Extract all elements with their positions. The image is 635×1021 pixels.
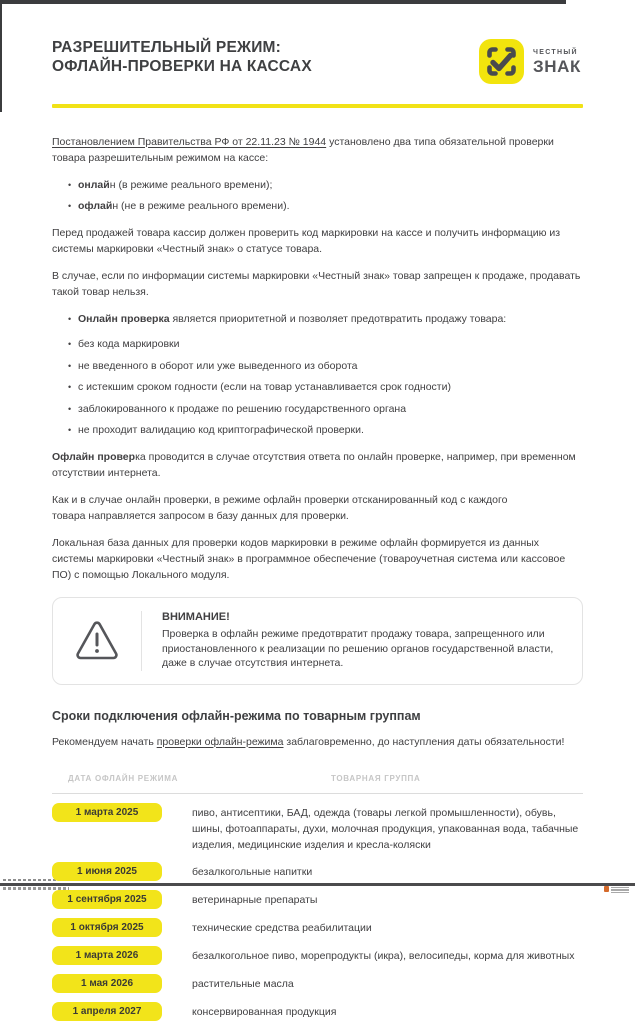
date-badge: 1 марта 2025 [52,803,162,822]
document-header [52,38,583,84]
online-term-rest: н (в режиме реального времени); [109,178,273,191]
schedule-note [52,735,583,750]
table-row [52,803,583,853]
offline-paragraph-3: Локальная база данных для проверки кодов маркировки в режиме офлайн формируется из данных системы маркировки «Честный знак» в программное обеспечение (товароучетная система или кассовое ПО) с помощью Локального модуля. [52,537,566,581]
wordmark-line2: ЗНАК [533,56,581,76]
intro-paragraph-3: В случае, если по информации системы маркировки «Честный знак» товар запрещен к продаже, продавать такой товар нельзя. [52,270,581,298]
online-check-item: • с истекшим сроком годности (если на товар устанавливается срок годности) [68,379,583,395]
check-types-list [52,177,583,215]
warning-body [141,611,564,671]
table-row [52,862,583,881]
warning-triangle-icon [74,620,120,662]
online-check-items [52,336,583,438]
page-title [52,38,312,76]
online-check-item: • заблокированного к продаже по решению государственного органа [68,401,583,417]
date-badge: 1 мая 2026 [52,974,162,993]
schedule-table-body [52,803,583,1021]
product-group-cell: пиво, антисептики, БАД, одежда (товары легкой промышленности), обувь, шины, фотоаппараты, духи, молочная продукция, упакованная вода, табачные изделия, медицинские изделия и кресла-коляски [192,806,579,851]
document-content [52,0,583,1021]
online-check-item: • не проходит валидацию код криптографической проверки. [68,422,583,438]
online-check-term: Онлайн проверка [78,313,170,325]
product-group-cell: консервированная продукция [192,1005,337,1018]
footer-stamp-icon [604,886,609,892]
schedule-heading: Сроки подключения офлайн-режима по товарным группам [52,708,421,723]
date-badge: 1 марта 2026 [52,946,162,965]
product-group-cell: безалкогольное пиво, морепродукты (икра), велосипеды, корма для животных [192,949,575,962]
title-divider [52,104,583,108]
product-group-cell: растительные масла [192,977,294,990]
date-badge: 1 июня 2025 [52,862,162,881]
offline-check-term: Офлайн провер [52,451,136,463]
offline-term-rest: н (не в режиме реального времени). [112,200,290,212]
schedule-table [52,774,583,1021]
date-badge: 1 сентября 2025 [52,890,162,909]
product-group-cell: технические средства реабилитации [192,921,372,934]
product-group-cell: ветеринарные препараты [192,893,318,906]
intro-section [52,134,583,584]
date-badge: 1 апреля 2027 [52,1002,162,1021]
list-item-offline [68,198,583,214]
schedule-table-header [52,774,583,794]
online-check-item: • без кода маркировки [68,336,583,352]
online-check-lead [68,311,583,327]
column-header-group: ТОВАРНАЯ ГРУППА [331,773,421,783]
wordmark-line1: ЧЕСТНЫЙ [533,48,578,56]
chestny-znak-wordmark [533,49,581,75]
offline-paragraph-1-rest: ка проводится в случае отсутствия ответа по онлайн проверке, например, при временном отсутствии интернета. [52,451,576,479]
intro-paragraph-1 [52,134,583,166]
online-check-item: • не введенного в оборот или уже выведенного из оборота [68,358,583,374]
warning-text: Проверка в офлайн режиме предотвратит продажу товара, запрещенного или приостановленного к реализации по решению органов государственной власти, даже в случае отсутствия интернета. [162,628,554,669]
product-group-cell: безалкогольные напитки [192,865,313,878]
page-title-line1: РАЗРЕШИТЕЛЬНЫЙ РЕЖИМ: [52,39,282,56]
decree-reference-link[interactable]: Постановлением Правительства РФ от 22.11.23 № 1944 [52,135,327,148]
table-row [52,974,583,993]
intro-paragraph-1-rest: установлено два типа обязательной проверки товара разрешительным режимом на кассе: [52,135,554,164]
chestny-znak-check-icon [479,39,524,84]
offline-term: офлай [78,200,113,212]
offline-paragraph-2: Как и в случае онлайн проверки, в режиме офлайн проверки отсканированный код с каждого товара направляется запросом в базу данных для проверки. [52,494,508,522]
chestny-znak-logo [479,39,581,84]
online-check-lead-rest: является приоритетной и позволяет предотвратить продажу товара: [169,313,507,325]
table-row [52,1002,583,1021]
list-item-online [68,177,583,193]
online-check-list [52,311,583,327]
footer-stamp-text [611,887,629,893]
warning-box [52,597,583,685]
intro-paragraph-2: Перед продажей товара кассир должен проверить код маркировки на кассе и получить информацию из системы маркировки «Честный знак» о статусе товара. [52,227,561,255]
table-row [52,946,583,965]
schedule-note-before: Рекомендуем начать [52,735,157,748]
warning-title: ВНИМАНИЕ! [162,611,230,623]
warning-icon-wrap [53,620,141,662]
offline-paragraph-1 [52,449,583,481]
page-title-line2: ОФЛАЙН-ПРОВЕРКИ НА КАССАХ [52,58,312,75]
column-header-date: ДАТА ОФЛАЙН РЕЖИМА [68,773,179,783]
online-term: онлай [78,178,110,191]
offline-checks-link[interactable]: проверки офлайн-режима [156,735,284,748]
schedule-note-after: заблаговременно, до наступления даты обязательности! [283,735,565,748]
footer-stamp [604,886,629,893]
date-badge: 1 октября 2025 [52,918,162,937]
page-left-edge [0,0,2,112]
table-row [52,918,583,937]
table-row [52,890,583,909]
